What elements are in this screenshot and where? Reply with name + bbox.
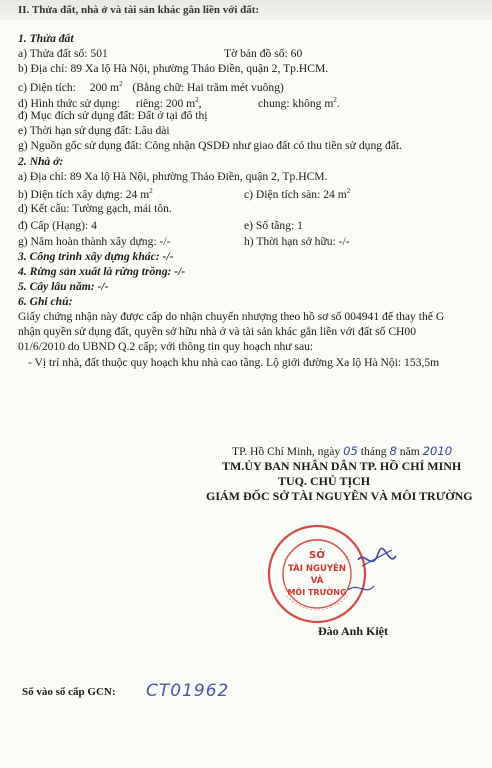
section-title: II. Thửa đất, nhà ở và tài sản khác gắn liền với đất: (18, 4, 260, 16)
land-area-words: (Bằng chữ: Hai trăm mét vuông) (132, 80, 284, 94)
date-city: TP. Hồ Chí Minh, ngày (232, 445, 341, 458)
land-address: b) Địa chỉ: 89 Xa lộ Hà Nội, phường Thảo Điền, quận 2, Tp.HCM. (18, 62, 329, 75)
land-term: e) Thời hạn sử dụng đất: Lâu dài (18, 124, 170, 137)
notes-heading: 6. Ghi chú: (18, 295, 73, 308)
stamp-line-1: SỞ (309, 550, 325, 561)
land-use-form-row: d) Hình thức sử dụng: riêng: 200 $m^2$, (18, 96, 202, 110)
house-year: g) Năm hoàn thành xây dựng: -/- (18, 235, 171, 248)
notes-line-3: 01/6/2010 do UBND Q.2 cấp; với thông tin quy hoạch như sau: (18, 340, 314, 353)
land-use-shared: chung: không m (258, 96, 334, 110)
authority-line-2: TUQ. CHỦ TỊCH (278, 474, 371, 488)
land-use-shared-wrap: chung: không $m^2$. (258, 96, 340, 110)
land-area-label: c) Diện tích: (18, 80, 76, 94)
notes-line-2: nhận quyền sử dụng đất, quyền sở hữu nhà ở và tài sản khác gắn liền với đất số CH00 (18, 325, 417, 338)
authority-line-1: TM.ỦY BAN NHÂN DÂN TP. HỒ CHÍ MINH (222, 459, 462, 473)
land-parcel-number: a) Thửa đất số: 501 (18, 47, 108, 60)
land-map-sheet: Tờ bản đồ số: 60 (224, 47, 303, 60)
notes-line-4: - Vị trí nhà, đất thuộc quy hoạch khu nhà cao tầng. Lộ giới đường Xa lộ Hà Nội: 153,5m (28, 356, 440, 369)
date-year: 2010 (422, 444, 453, 458)
land-area-row: c) Diện tích: 200 $m^2$ (Bằng chữ: Hai trăm mét vuông) (18, 80, 284, 94)
stamp-line-2: TÀI NGUYÊN (288, 564, 346, 574)
perennial-trees: 5. Cây lâu năm: -/- (18, 280, 109, 293)
notes-line-1: Giấy chứng nhận này được cấp do nhận chuyển nhượng theo hồ sơ số 004941 để thay thế G (18, 310, 445, 323)
official-stamp (262, 520, 412, 640)
house-address: a) Địa chỉ: 89 Xa lộ Hà Nội, phường Thảo Điền, quận 2, Tp.HCM. (18, 170, 328, 183)
house-floor-area: c) Diện tích sàn: 24 m (244, 187, 347, 201)
land-heading: 1. Thửa đất (18, 32, 74, 45)
stamp-line-3: VÀ (310, 576, 324, 586)
production-forest: 4. Rừng sản xuất là rừng trồng: -/- (18, 265, 186, 278)
house-term: h) Thời hạn sở hữu: -/- (244, 235, 350, 248)
date-month-label: tháng (360, 445, 387, 458)
date-month: 8 (389, 444, 397, 458)
house-floors: e) Số tầng: 1 (244, 219, 303, 232)
land-purpose: đ) Mục đích sử dụng đất: Đất ở tại đô thị (18, 109, 208, 122)
house-floor-area-wrap: c) Diện tích sàn: 24 $m^2$ (244, 187, 351, 201)
date-line (232, 445, 452, 458)
house-build-area-wrap: b) Diện tích xây dựng: 24 $m^2$ (18, 187, 153, 201)
house-structure: d) Kết cấu: Tường gạch, mái tôn. (18, 202, 172, 215)
land-area-value: 200 m (89, 80, 120, 94)
certificate-register-number: CT01962 (146, 681, 230, 701)
certificate-register-label: Số vào sổ cấp GCN: (22, 686, 116, 698)
date-year-label: năm (399, 445, 420, 458)
date-day: 05 (343, 444, 358, 458)
other-construction: 3. Công trình xây dựng khác: -/- (18, 250, 174, 263)
house-heading: 2. Nhà ở: (18, 155, 64, 168)
signer-name: Đào Anh Kiệt (318, 624, 389, 638)
house-grade: đ) Cấp (Hạng): 4 (18, 219, 97, 232)
house-build-area: b) Diện tích xây dựng: 24 m (18, 187, 150, 201)
land-use-form-label: d) Hình thức sử dụng: (18, 96, 121, 110)
land-use-private: riêng: 200 m (135, 96, 196, 110)
authority-line-3: GIÁM ĐỐC SỞ TÀI NGUYÊN VÀ MÔI TRƯỜNG (206, 489, 473, 503)
official-stamp-area (262, 520, 412, 640)
stamp-line-4: MÔI TRƯỜNG (287, 588, 347, 597)
land-origin: g) Nguồn gốc sử dụng đất: Công nhận QSDĐ như giao đất có thu tiền sử dụng đất. (18, 139, 403, 152)
